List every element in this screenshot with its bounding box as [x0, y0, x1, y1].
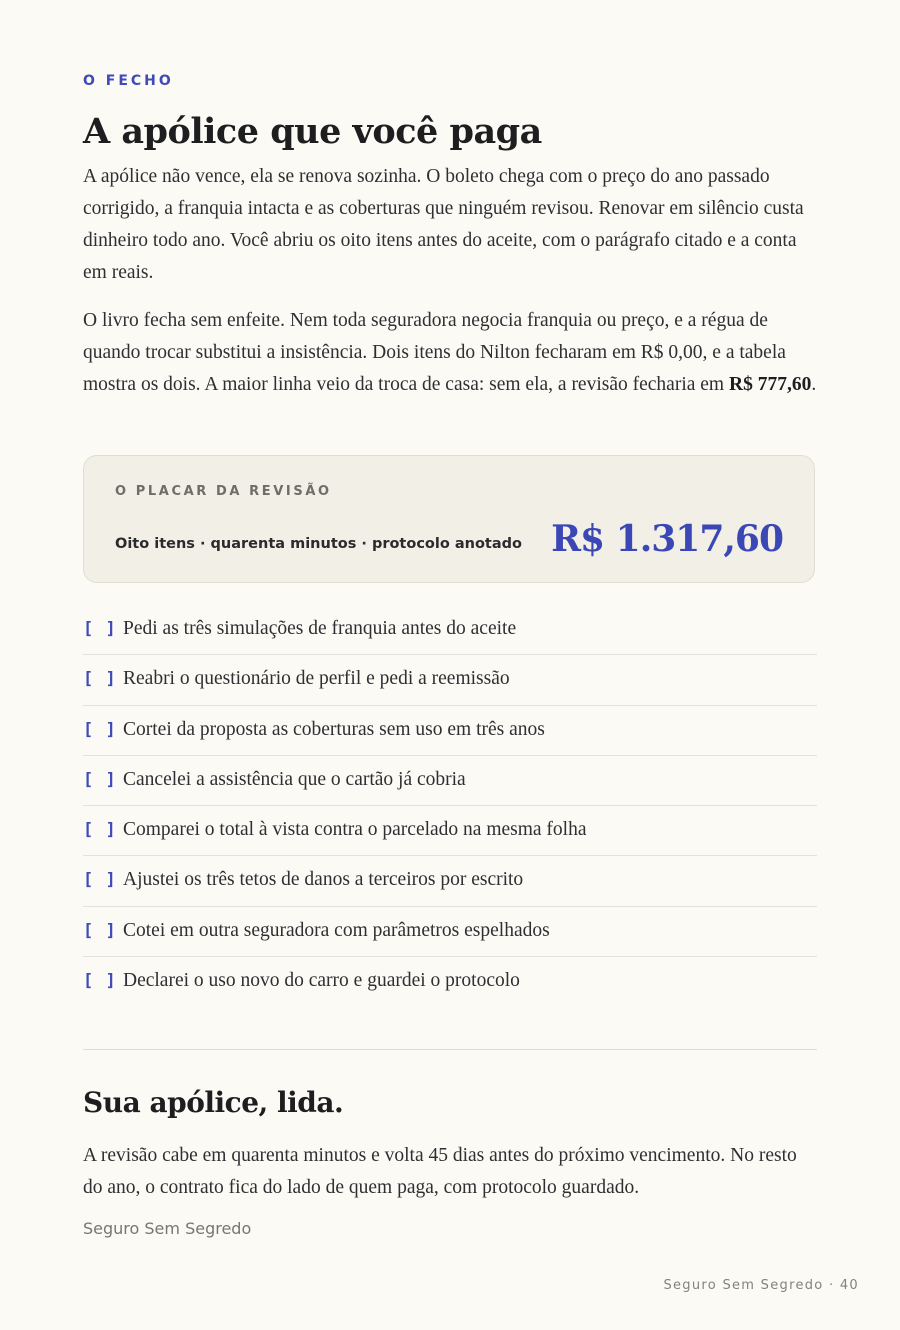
checklist-item-text: Ajustei os três tetos de danos a terceiros por escrito [123, 869, 524, 891]
paragraph-2-lead: O livro fecha sem enfeite. Nem toda seguradora negocia franquia ou preço, e a régua de quando trocar substitui a insistência. Dois itens do Nilton fecharam em R$ 0,00, e a tabela mostra os dois. A maior linha veio da troca de casa: sem ela, a revisão fecharia em [83, 310, 786, 395]
page-title: A apólice que você paga [83, 111, 542, 152]
section-eyebrow: O FECHO [83, 73, 174, 89]
section-divider [83, 1049, 817, 1050]
body-paragraph-1: A apólice não vence, ela se renova sozinha. O boleto chega com o preço do ano passado corrigido, a franquia intacta e as coberturas que ninguém revisou. Renovar em silêncio custa dinheiro todo ano. Você abriu os oito itens antes do aceite, com o parágrafo citado e a conta em reais. [83, 166, 804, 283]
highlighted-amount: R$ 777,60 [728, 374, 812, 395]
checklist-item-text: Comparei o total à vista contra o parcelado na mesma folha [123, 819, 587, 841]
checkbox-marker[interactable]: [ ] [83, 719, 117, 740]
checklist-item [83, 706, 817, 756]
scorecard-total: R$ 1.317,60 [551, 518, 783, 560]
checkbox-marker[interactable]: [ ] [83, 920, 117, 941]
checklist-item [83, 605, 817, 655]
checklist-item-text: Cotei em outra seguradora com parâmetros espelhados [123, 919, 550, 941]
checklist-item [83, 655, 817, 705]
checklist-item [83, 856, 817, 906]
page-footer: Seguro Sem Segredo · 40 [663, 1278, 859, 1293]
paragraph-2-end: . [811, 374, 817, 395]
scorecard-description: Oito itens · quarenta minutos · protocolo anotado [115, 536, 522, 552]
checkbox-marker[interactable]: [ ] [83, 669, 117, 690]
checklist-item-text: Pedi as três simulações de franquia antes do aceite [123, 618, 517, 639]
checkbox-marker[interactable]: [ ] [83, 769, 117, 790]
checkbox-marker[interactable]: [ ] [83, 820, 117, 841]
scorecard-label: O PLACAR DA REVISÃO [115, 484, 332, 499]
closing-title: Sua apólice, lida. [83, 1086, 344, 1119]
review-scorecard [83, 455, 815, 583]
checklist-item-text: Cortei da proposta as coberturas sem uso em três anos [123, 718, 545, 740]
review-checklist [83, 605, 817, 1007]
checkbox-marker[interactable]: [ ] [83, 619, 117, 639]
body-paragraph-2 [83, 305, 817, 401]
closing-paragraph: A revisão cabe em quarenta minutos e volta 45 dias antes do próximo vencimento. No resto do ano, o contrato fica do lado de quem paga, com protocolo guardado. [83, 1145, 797, 1198]
checklist-item [83, 806, 817, 856]
checklist-item [83, 907, 817, 957]
checkbox-marker[interactable]: [ ] [83, 870, 117, 891]
checkbox-marker[interactable]: [ ] [83, 971, 117, 992]
checklist-item-text: Declarei o uso novo do carro e guardei o protocolo [123, 970, 520, 992]
checklist-item-text: Reabri o questionário de perfil e pedi a reemissão [123, 668, 510, 690]
checklist-item-text: Cancelei a assistência que o cartão já cobria [123, 768, 466, 790]
checklist-item [83, 756, 817, 806]
checklist-item [83, 957, 817, 1007]
closing-signature: Seguro Sem Segredo [83, 1219, 252, 1238]
